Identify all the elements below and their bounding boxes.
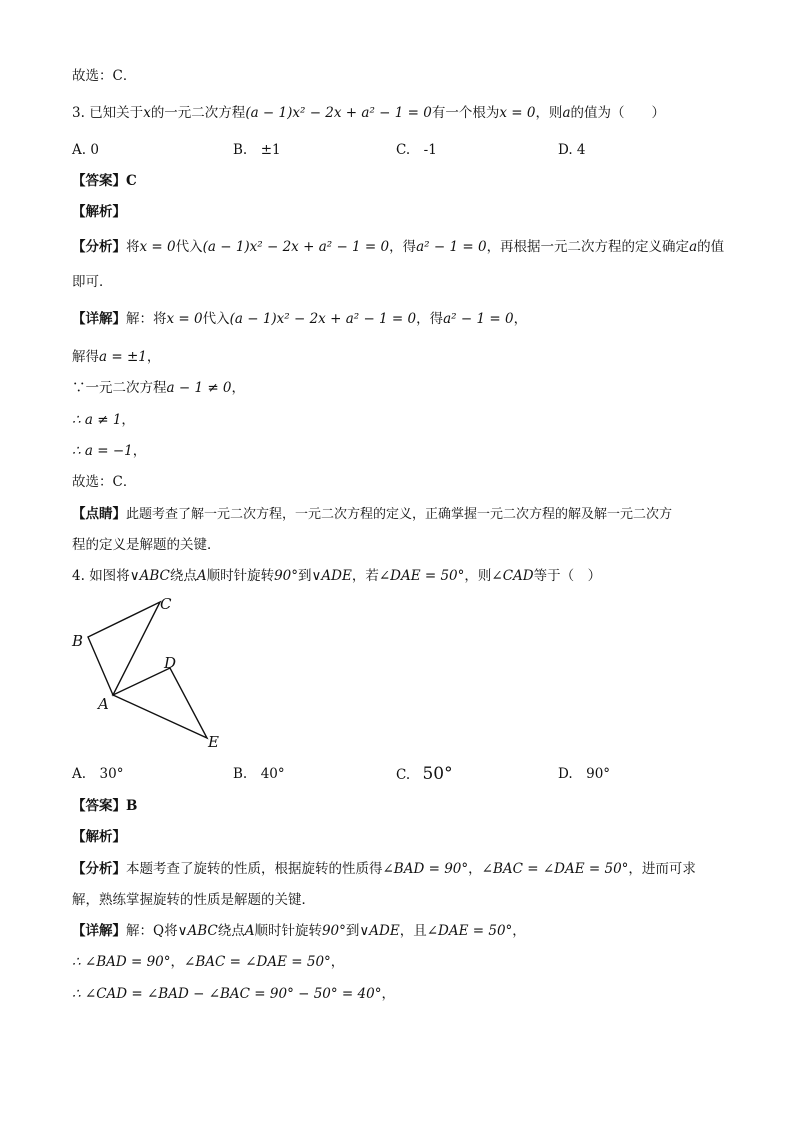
text: ， (381, 986, 395, 1002)
math: ∴ ∠CAD = ∠BAD − ∠BAC = 90° − 50° = 40° (72, 986, 382, 1002)
text: 的值为（ ） (570, 105, 665, 121)
equation: (a − 1)x² − 2x + a² − 1 = 0 (245, 105, 432, 121)
text: ，得 (416, 311, 444, 327)
math: a − 1 ≠ 0 (166, 380, 232, 396)
step-3 (72, 410, 135, 430)
option-a: A. 0 (72, 142, 99, 158)
math: A (244, 923, 255, 939)
math: a (562, 105, 571, 121)
text: 解得 (72, 349, 99, 365)
text: 解：将 (126, 311, 167, 327)
text: 到 (345, 923, 360, 939)
step-4 (72, 441, 146, 461)
rotation-figure (60, 590, 240, 760)
text: 等于（ ） (533, 568, 602, 584)
option-c (396, 764, 453, 785)
text: ，若 (351, 568, 379, 584)
result-2 (72, 984, 395, 1004)
text: 有一个根为 (431, 105, 500, 121)
math: a (689, 239, 698, 255)
option-letter: C. (396, 767, 411, 783)
text: 如图将 (89, 568, 130, 584)
math: ∠BAC = ∠DAE = 50° (184, 954, 331, 970)
label-e: E (208, 733, 219, 751)
question-number: 4. (72, 568, 85, 584)
text: ， (132, 443, 147, 459)
text: 将 (126, 239, 140, 255)
label: 【详解】 (72, 923, 126, 939)
equation: (a − 1)x² − 2x + a² − 1 = 0 (229, 311, 417, 327)
fenxi (72, 237, 724, 257)
math: ∠DAE = 50° (378, 568, 465, 584)
fenxi (72, 859, 696, 879)
question-3 (72, 103, 665, 123)
text: ， (170, 954, 185, 970)
text: 的值 (697, 239, 725, 255)
text: ， (121, 412, 135, 428)
text: 故选：C． (72, 68, 137, 84)
text: ， (231, 380, 246, 396)
text: 绕点 (169, 568, 197, 584)
question-number: 3. (72, 105, 85, 121)
result-1 (72, 952, 344, 972)
math: ∨ABC (129, 568, 170, 584)
text: 到 (298, 568, 312, 584)
text: 解：Q将 (126, 923, 178, 939)
math: ∠BAD = 90° (382, 861, 469, 877)
analysis-heading: 【解析】 (72, 829, 126, 845)
equation: (a − 1)x² − 2x + a² − 1 = 0 (202, 239, 390, 255)
step-2 (72, 378, 245, 398)
text: ，则 (535, 105, 563, 121)
option-a: A. 30° (72, 766, 124, 782)
equation: a² − 1 = 0 (443, 311, 514, 327)
text: ， (512, 923, 526, 939)
text: ， (146, 349, 161, 365)
question-4 (72, 566, 601, 586)
dianjing-line-2: 程的定义是解题的关键． (72, 537, 221, 553)
fenxi-line-2: 即可． (72, 274, 113, 290)
math: ∨ABC (177, 923, 218, 939)
analysis-heading: 【解析】 (72, 204, 126, 220)
text: 已知关于 (89, 105, 144, 121)
label: 【分析】 (72, 239, 126, 255)
text: ， (468, 861, 482, 877)
label-a: A (98, 695, 109, 713)
math: ∨ADE (359, 923, 400, 939)
math: ∠CAD (491, 568, 534, 584)
text: ，则 (464, 568, 492, 584)
math: a = ±1 (99, 349, 147, 365)
math: ∴ ∠BAD = 90° (72, 954, 171, 970)
math: ∨ADE (311, 568, 352, 584)
label-c: C (160, 595, 172, 613)
label: 【点睛】 (72, 506, 126, 522)
text: ，且 (399, 923, 427, 939)
text: 绕点 (217, 923, 245, 939)
answer: 【答案】B (72, 798, 138, 814)
math: ∴ a = −1 (72, 443, 133, 459)
option-b: B. ±1 (233, 142, 281, 158)
label-b: B (72, 632, 84, 650)
math: x (143, 105, 151, 121)
math: x = 0 (139, 239, 176, 255)
fenxi-line-2: 解，熟练掌握旋转的性质是解题的关键． (72, 892, 315, 908)
text: ，得 (389, 239, 417, 255)
math: 90° (274, 568, 299, 584)
text: 顺时针旋转 (254, 923, 322, 939)
math: A (196, 568, 207, 584)
option-b: B. 40° (233, 766, 285, 782)
step-1 (72, 347, 160, 367)
text: ，再根据一元二次方程的定义确定 (486, 239, 690, 255)
label-d: D (164, 654, 177, 672)
math: ∴ a ≠ 1 (72, 412, 122, 428)
math: ∠DAE = 50° (426, 923, 513, 939)
triangle-ade (113, 668, 207, 738)
equation: a² − 1 = 0 (416, 239, 487, 255)
text: 代入 (202, 311, 230, 327)
text-line (72, 66, 136, 86)
text: 本题考查了旋转的性质，根据旋转的性质得 (126, 861, 383, 877)
text: ，进而可求 (628, 861, 696, 877)
step-5: 故选：C． (72, 474, 137, 490)
text: ∵一元二次方程 (72, 380, 167, 396)
text: 顺时针旋转 (206, 568, 275, 584)
label: 【分析】 (72, 861, 126, 877)
option-d: D. 90° (558, 766, 611, 782)
xiangjie (72, 309, 527, 329)
option-value: 50° (422, 764, 453, 784)
option-d: D. 4 (558, 142, 586, 158)
dianjing (72, 504, 672, 525)
text: 代入 (175, 239, 203, 255)
text: ， (330, 954, 345, 970)
label: 【详解】 (72, 311, 126, 327)
xiangjie (72, 921, 526, 941)
math: x = 0 (166, 311, 203, 327)
math: ∠BAC = ∠DAE = 50° (481, 861, 629, 877)
triangle-abc (88, 602, 160, 695)
text: 的一元二次方程 (150, 105, 246, 121)
answer: 【答案】C (72, 173, 137, 189)
text: ， (513, 311, 528, 327)
math: x = 0 (499, 105, 536, 121)
math: 90° (321, 923, 346, 939)
option-c: C. -1 (396, 142, 437, 158)
text: 此题考查了解一元二次方程，一元二次方程的定义，正确掌握一元二次方程的解及解一元二次方 (126, 507, 673, 522)
